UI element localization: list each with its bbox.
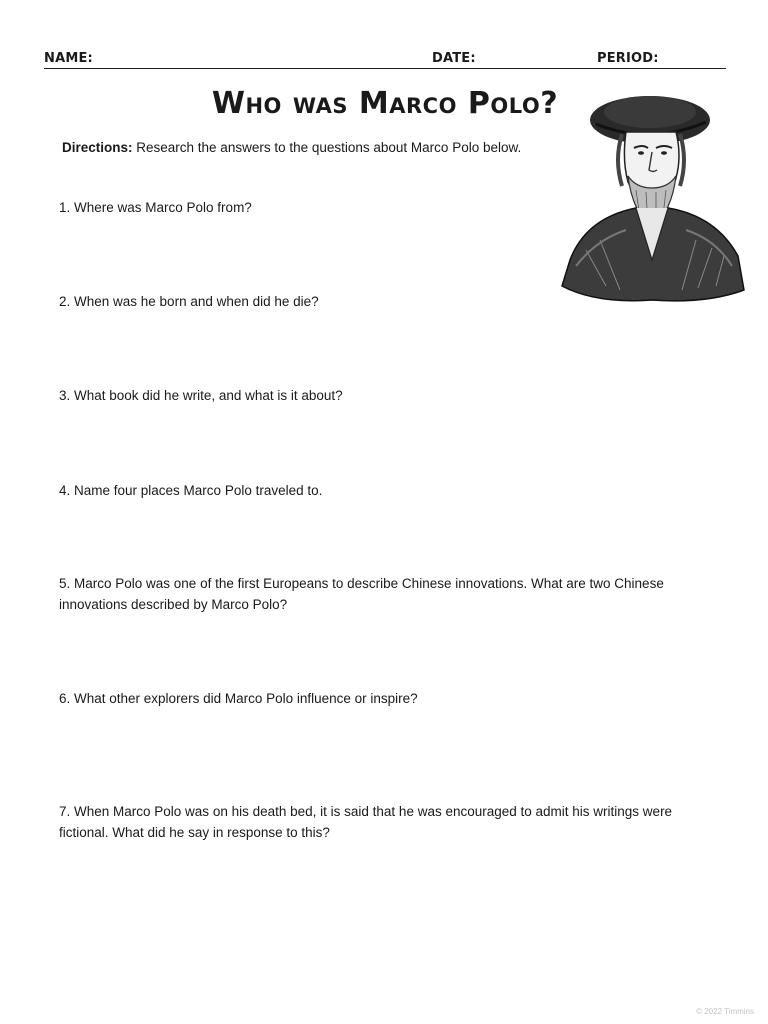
name-label: NAME:	[44, 51, 93, 66]
question-7: 7. When Marco Polo was on his death bed, it is said that he was encouraged to admit his writings were fictional. What did he say in response to this?	[59, 804, 673, 840]
question-4: 4. Name four places Marco Polo traveled to.	[59, 483, 323, 498]
date-label: DATE:	[432, 51, 476, 66]
question-3: 3. What book did he write, and what is it about?	[59, 388, 343, 403]
header-row	[44, 50, 726, 69]
directions-text: Research the answers to the questions about Marco Polo below.	[132, 140, 522, 155]
directions-label: Directions:	[62, 140, 133, 155]
question-6: 6. What other explorers did Marco Polo influence or inspire?	[59, 691, 418, 706]
period-label: PERIOD:	[597, 51, 659, 66]
directions	[62, 140, 521, 155]
question-5: 5. Marco Polo was one of the first Europeans to describe Chinese innovations. What are two Chinese innovations described by Marco Polo?	[59, 576, 664, 612]
question-1: 1. Where was Marco Polo from?	[59, 200, 252, 215]
copyright-notice: © 2022 Timmins	[696, 1007, 754, 1016]
question-2: 2. When was he born and when did he die?	[59, 294, 319, 309]
page-title: Who was Marco Polo?	[211, 86, 559, 121]
